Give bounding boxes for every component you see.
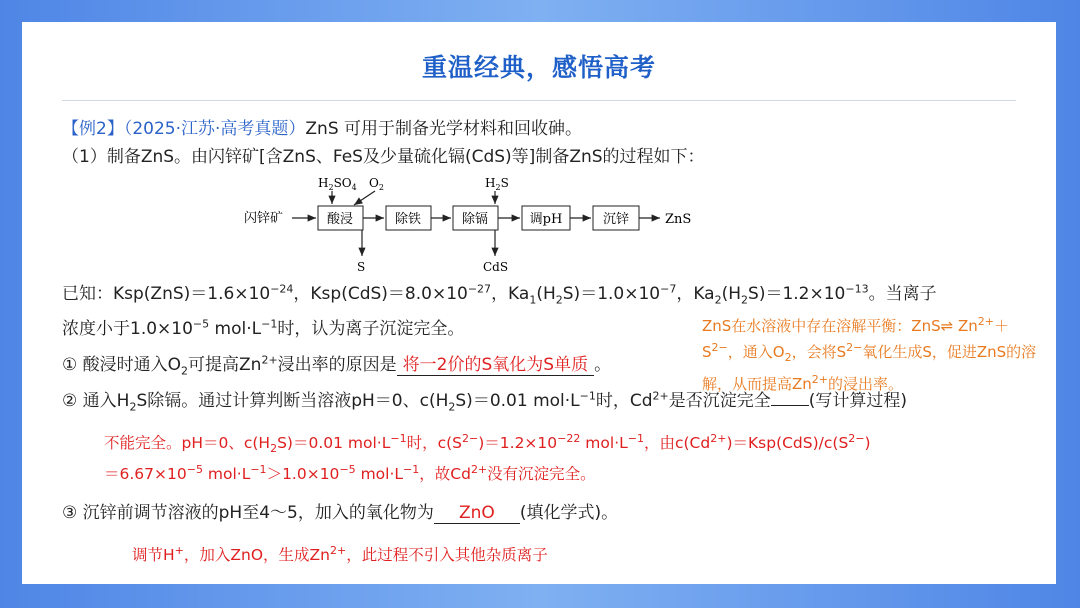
flow-output-s: S	[357, 260, 366, 273]
flow-end: ZnS	[665, 212, 692, 227]
flow-start: 闪锌矿	[244, 211, 284, 226]
example-text: ZnS 可用于制备光学材料和回收砷。	[305, 119, 583, 139]
flow-step-remove-iron: 除铁	[394, 212, 422, 227]
flow-step-precipitate-zinc: 沉锌	[602, 212, 630, 227]
known-data-line-1: 已知：$Ksp(ZnS)=1.6\times 10^{-24}$，$Ksp(CdS)=8.0\times 10^{-27}$，$Ka_1(H_2S)=1.0\times 10^{-7}$，$Ka_2(H_2S)=1.2\times 10^{-13}$。当离子	[62, 282, 937, 307]
known-data-line-2: 浓度小于$1.0\times 10^{-5}$ $mol\cdot L^{-1}$时，认为离子沉淀完全。	[62, 317, 465, 339]
slide-card	[22, 22, 1056, 584]
answer-3-note: 调节H+，加入ZnO，生成$Zn^{2+}$，此过程不引入其他杂质离子	[132, 543, 548, 564]
flow-step-acid-leach: 酸浸	[326, 212, 354, 227]
flow-output-cds: CdS	[483, 260, 509, 273]
process-flow-diagram	[232, 168, 732, 273]
question-1: （1）制备ZnS。由闪锌矿[含ZnS、FeS及少量硫化镉(CdS)等]制备ZnS的过程如下：	[62, 147, 705, 167]
explanation-note: ZnS在水溶液中存在溶解平衡：ZnS⇌ $Zn^{2+}+S^{2-}$，通入$O_2$，会将$S^{2-}$氧化生成S，促进ZnS的溶解，从而提高$Zn^{2+}$的浸出率。	[702, 315, 1037, 393]
sub-question-2: ② 通入$H_2S$除镉。通过计算判断当溶液pH＝0、$c(H_2S)=0.01$ $mol\cdot L^{-1}$时，$Cd^{2+}$是否沉淀完全 (写计算过程)	[62, 389, 908, 414]
flow-step-adjust-ph: 调pH	[529, 212, 563, 227]
flow-input-h2s: $H_2S$	[485, 176, 509, 192]
example-source: （2025·江苏·高考真题）	[123, 119, 306, 139]
answer-1-blank: 将一2价的S氧化为S单质	[397, 350, 594, 376]
answer-3-blank: ZnO	[434, 503, 520, 524]
answer-2-line-2: $=6.67\times 10^{-5}$ $mol\cdot L^{-1}>1.0\times 10^{-5}$ $mol\cdot L^{-1}$，故$Cd^{2+}$没有沉淀完全。	[104, 462, 596, 483]
answer-2-line-1: 不能完全。pH＝0、$c(H_2S)=0.01$ $mol\cdot L^{-1}$时，$c(S^{2-})=1.2\times 10^{-22}$ $mol\cdot L^{-1}$，由$c(Cd^{2+})=Ksp(CdS)/c(S^{2-})$	[104, 431, 871, 456]
sub-question-3: ③ 沉锌前调节溶液的pH至4～5，加入的氧化物为 ZnO (填化学式)。	[62, 503, 619, 523]
title-divider	[62, 100, 1016, 101]
example-tag: 【例2】	[62, 119, 124, 139]
sub-question-1: ① 酸浸时通入$O_2$可提高$Zn^{2+}$浸出率的原因是 将一2价的S氧化为S单质 。	[62, 350, 611, 377]
page-title: 重温经典，感悟高考	[421, 53, 656, 82]
answer-2-blank	[771, 405, 809, 406]
flow-input-o2: $O_2$	[369, 176, 384, 192]
example-header	[62, 114, 582, 139]
flow-step-remove-cadmium: 除镉	[461, 212, 489, 227]
flow-input-h2so4: $H_2SO_4$	[318, 176, 357, 192]
